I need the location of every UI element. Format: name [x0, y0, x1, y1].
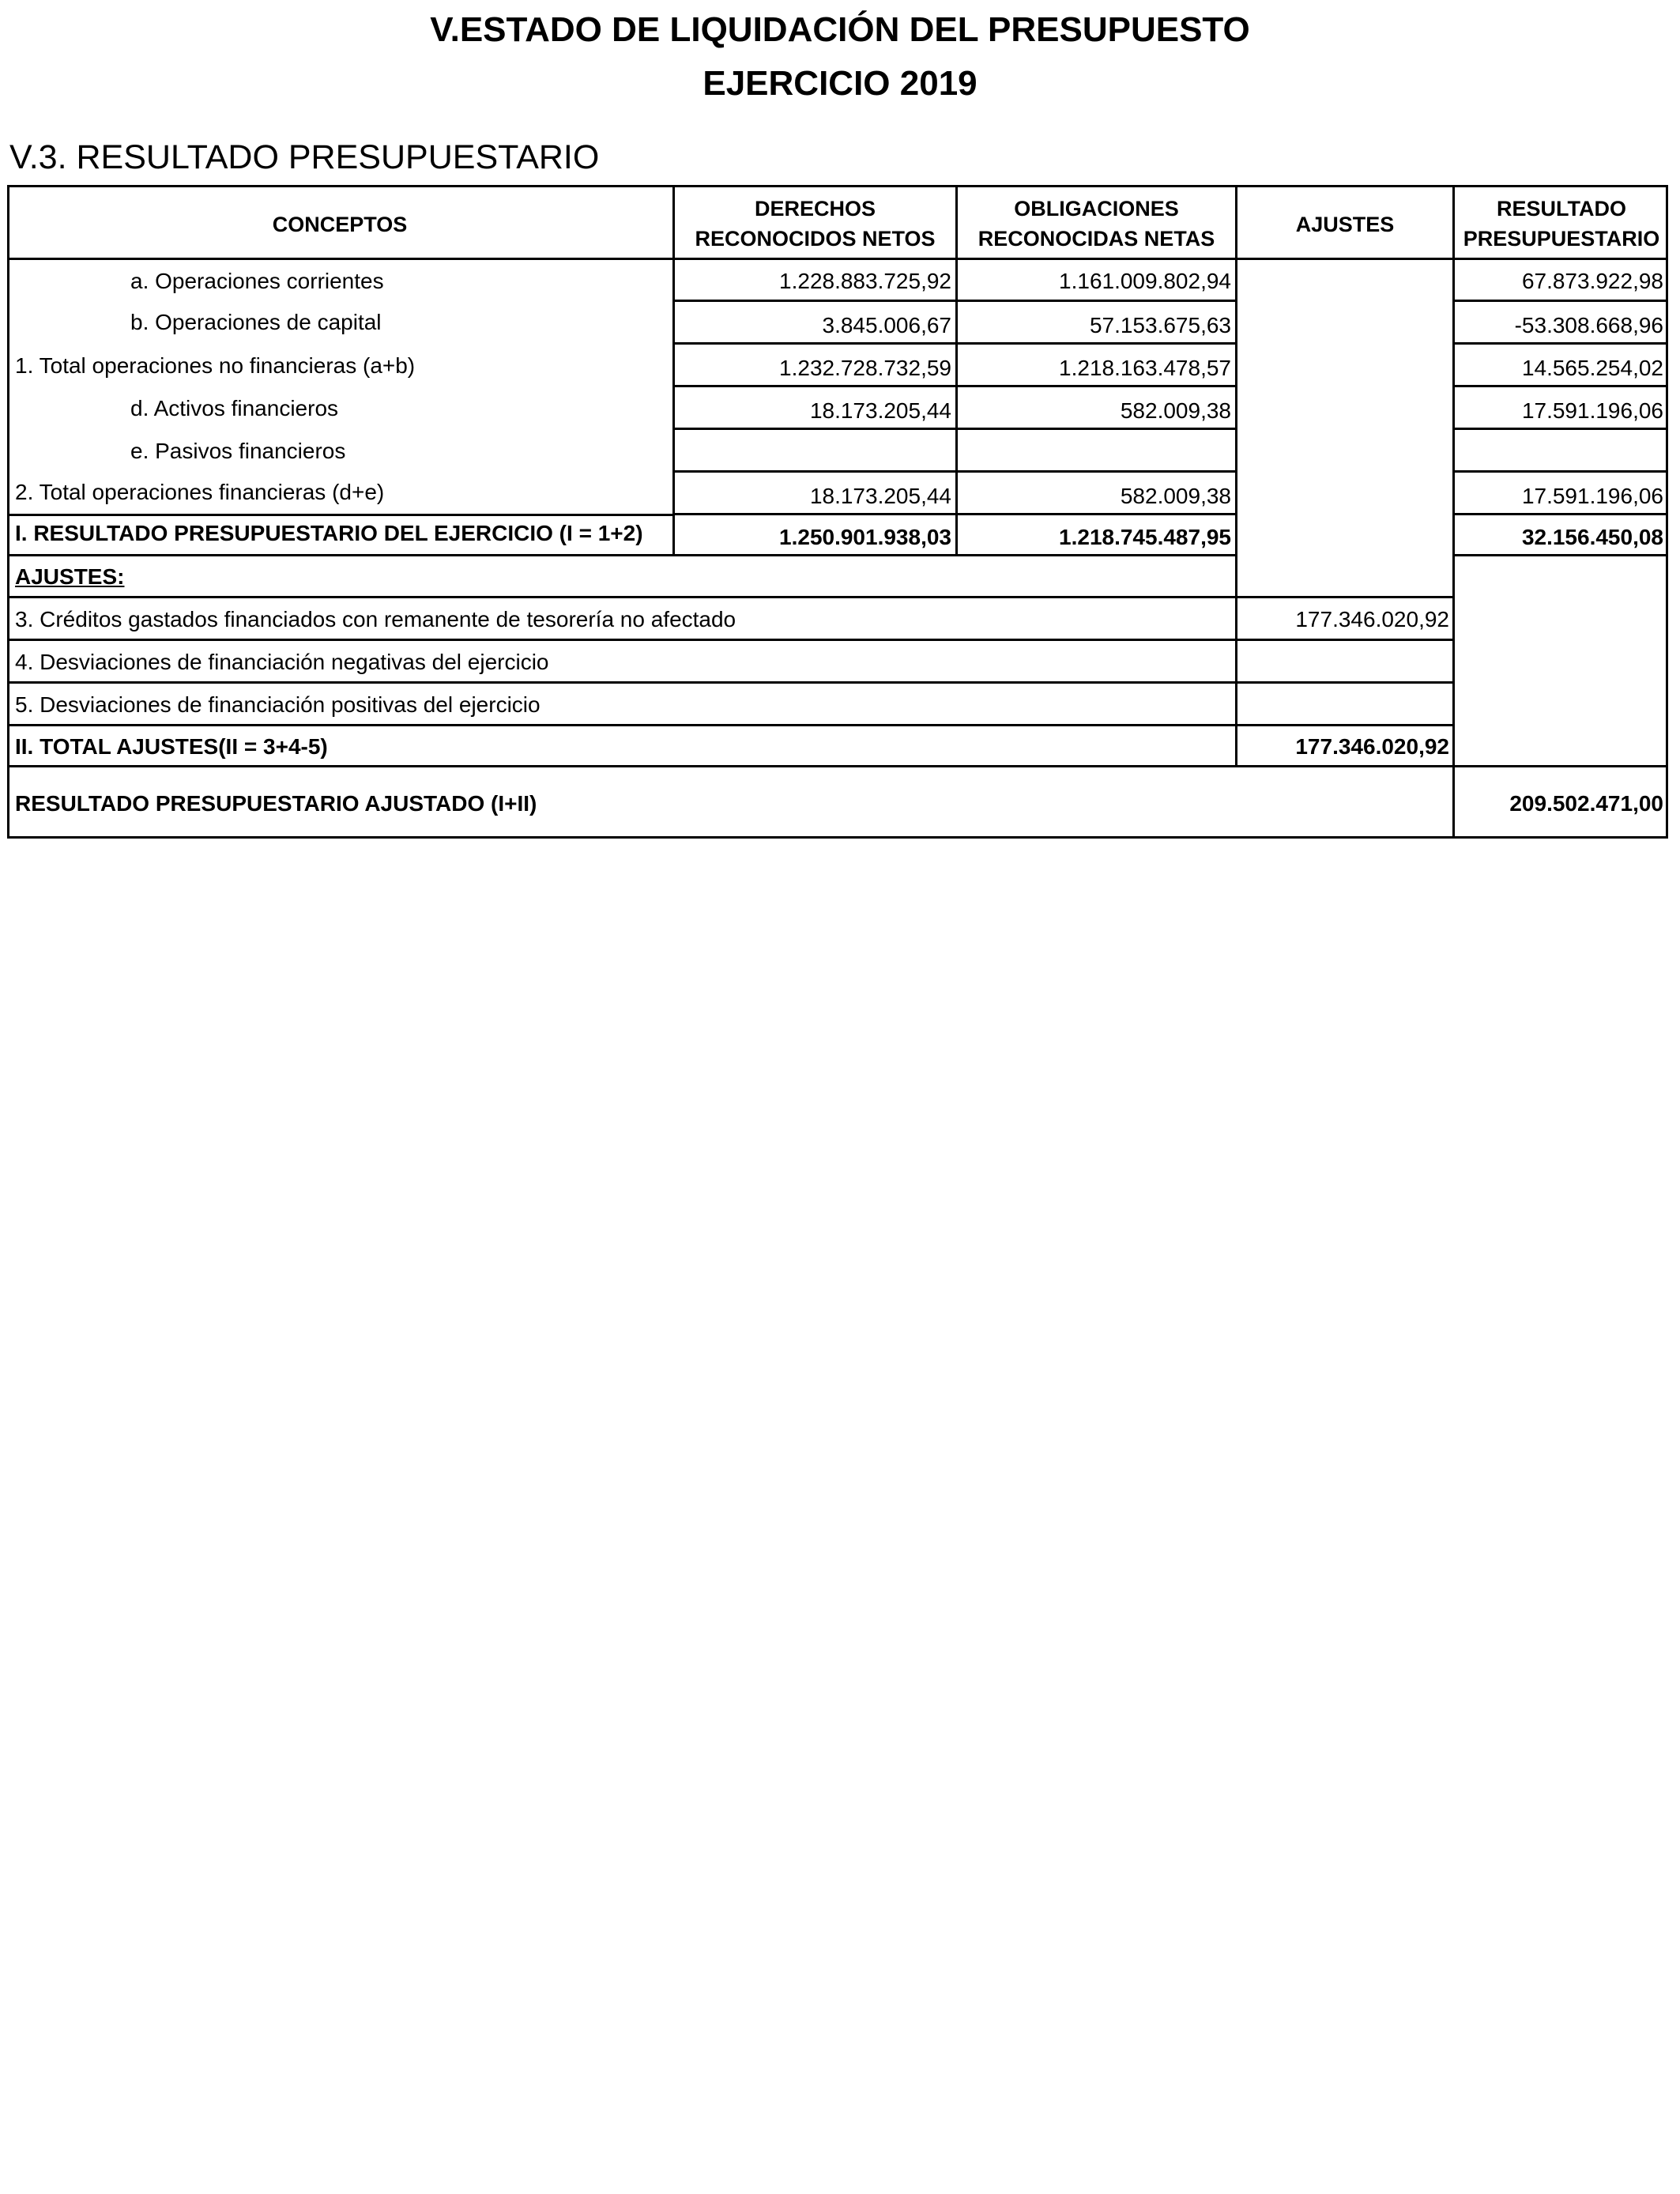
- derechos-operaciones-capital: 3.845.006,67: [822, 313, 951, 337]
- header-obligaciones: OBLIGACIONES RECONOCIDAS NETAS: [977, 197, 1215, 251]
- header-resultado: RESULTADO PRESUPUESTARIO: [1463, 197, 1660, 251]
- derechos-activos-financieros: 18.173.205,44: [809, 398, 951, 423]
- section-title: V.3. RESULTADO PRESUPUESTARIO: [9, 138, 600, 176]
- concepto-total-ajustes: II. TOTAL AJUSTES(II = 3+4-5): [15, 734, 328, 759]
- derechos-total-no-financieras: 1.232.728.732,59: [779, 356, 951, 380]
- cell-border: [672, 430, 958, 473]
- concepto-total-no-financieras: 1. Total operaciones no financieras (a+b): [15, 353, 416, 378]
- obligaciones-operaciones-corrientes: 1.161.009.802,94: [1059, 269, 1231, 293]
- obligaciones-resultado-ejercicio: 1.218.745.487,95: [1059, 525, 1231, 549]
- cell-border: [955, 430, 1237, 473]
- ajustado-top-line: [7, 765, 1668, 767]
- concepto-operaciones-capital: b. Operaciones de capital: [130, 310, 382, 334]
- derechos-total-financieras: 18.173.205,44: [809, 484, 951, 508]
- document-title: V.ESTADO DE LIQUIDACIÓN DEL PRESUPUESTO: [430, 10, 1250, 49]
- concepto-total-financieras: 2. Total operaciones financieras (d+e): [15, 480, 385, 504]
- concepto-desviaciones-negativas: 4. Desviaciones de financiación negativas del ejercicio: [15, 650, 549, 674]
- resultado-activos-financieros: 17.591.196,06: [1521, 398, 1663, 423]
- cell-border: [1452, 430, 1668, 473]
- resultado-operaciones-capital: -53.308.668,96: [1514, 313, 1663, 337]
- derechos-operaciones-corrientes: 1.228.883.725,92: [779, 269, 951, 293]
- ajustes-label: AJUSTES:: [15, 564, 125, 589]
- concepto-pasivos-financieros: e. Pasivos financieros: [130, 439, 346, 463]
- obligaciones-operaciones-capital: 57.153.675,63: [1089, 313, 1231, 337]
- resultado-total-financieras: 17.591.196,06: [1521, 484, 1663, 508]
- ajustes-line: [7, 556, 1455, 598]
- derechos-resultado-ejercicio: 1.250.901.938,03: [779, 525, 951, 549]
- obligaciones-activos-financieros: 582.009,38: [1120, 398, 1231, 423]
- concepto-resultado-ejercicio: I. RESULTADO PRESUPUESTARIO DEL EJERCICIO (I = 1+2): [15, 521, 643, 545]
- concepto-resultado-ajustado: RESULTADO PRESUPUESTARIO AJUSTADO (I+II): [15, 791, 537, 816]
- resultado-total-no-financieras: 14.565.254,02: [1521, 356, 1663, 380]
- resultado-operaciones-corrientes: 67.873.922,98: [1521, 269, 1663, 293]
- concepto-creditos-remanente: 3. Créditos gastados financiados con remanente de tesorería no afectado: [15, 607, 736, 631]
- concepto-operaciones-corrientes: a. Operaciones corrientes: [130, 269, 384, 293]
- valor-creditos-remanente: 177.346.020,92: [1295, 607, 1449, 631]
- resultado-resultado-ejercicio: 32.156.450,08: [1521, 525, 1663, 549]
- header-conceptos: CONCEPTOS: [272, 213, 408, 236]
- valor-resultado-ajustado: 209.502.471,00: [1509, 791, 1663, 816]
- concepto-desviaciones-positivas: 5. Desviaciones de financiación positivas del ejercicio: [15, 692, 541, 717]
- concepto-activos-financieros: d. Activos financieros: [130, 396, 339, 420]
- obligaciones-total-financieras: 582.009,38: [1120, 484, 1231, 508]
- header-derechos: DERECHOS RECONOCIDOS NETOS: [695, 197, 936, 251]
- header-ajustes: AJUSTES: [1295, 213, 1395, 236]
- document-subtitle: EJERCICIO 2019: [703, 64, 977, 103]
- obligaciones-total-no-financieras: 1.218.163.478,57: [1059, 356, 1231, 380]
- valor-total-ajustes: 177.346.020,92: [1295, 734, 1449, 759]
